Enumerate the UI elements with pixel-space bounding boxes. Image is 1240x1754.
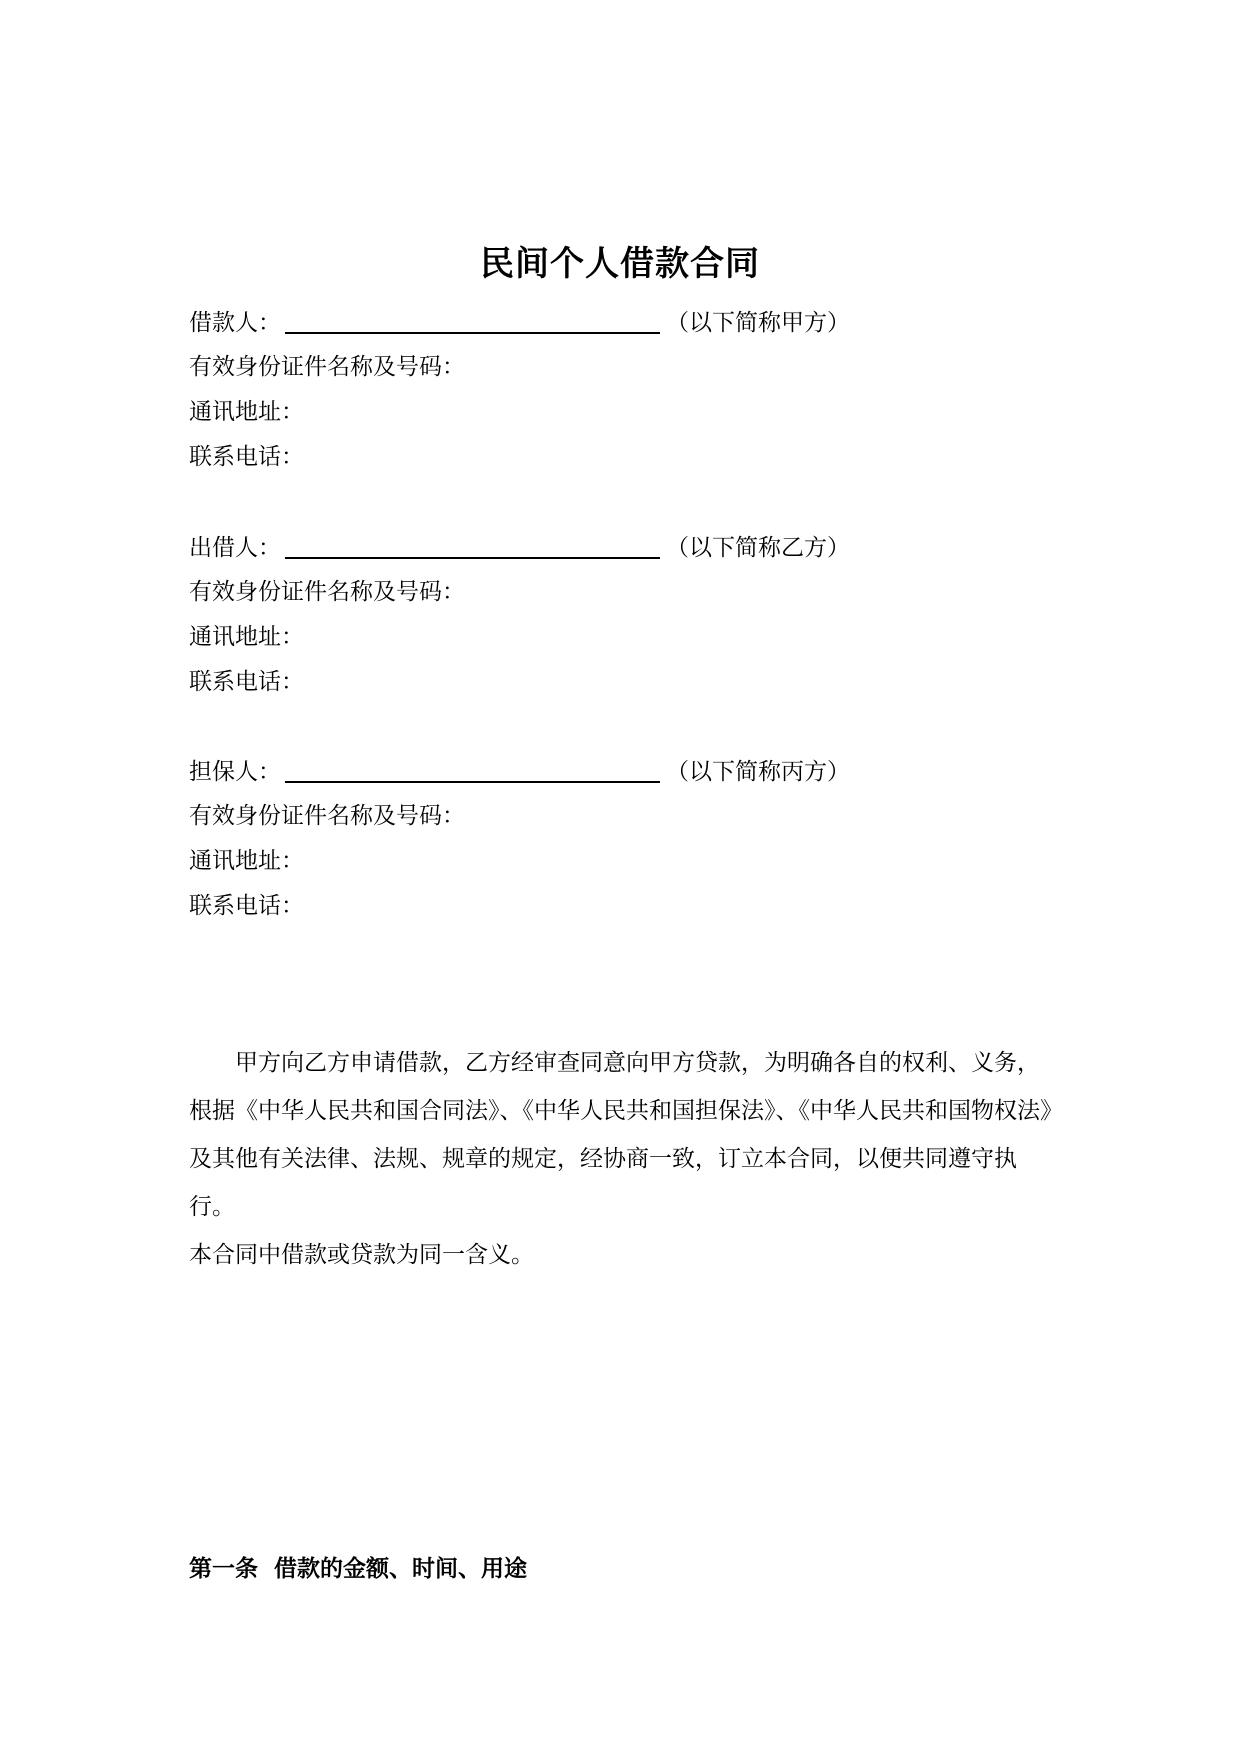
document-title: 民间个人借款合同 — [480, 244, 760, 284]
intro-paragraph: 甲方向乙方申请借款，乙方经审查同意向甲方贷款，为明确各自的权利、义务，根据《中华人民共和国合同法》、《中华人民共和国担保法》、《中华人民共和国物权法》及其他有关法律、法规、规章的规定，经协商一致，订立本合同，以便共同遵守执行。 — [189, 1050, 1052, 1220]
party-id-label: 有效身份证件名称及号码： — [189, 803, 465, 829]
party-id-label: 有效身份证件名称及号码： — [189, 354, 465, 380]
party-name-blank[interactable] — [285, 753, 660, 783]
party-address-label: 通讯地址： — [189, 624, 304, 650]
definition-note: 本合同中借款或贷款为同一含义。 — [189, 1242, 534, 1268]
party-role-label: 担保人： — [189, 759, 281, 785]
party-name-line — [189, 300, 1089, 345]
party-phone-label: 联系电话： — [189, 893, 304, 919]
party-id-label: 有效身份证件名称及号码： — [189, 579, 465, 605]
party-role-label: 借款人： — [189, 310, 281, 336]
party-role-label: 出借人： — [189, 535, 281, 561]
party-name-blank[interactable] — [285, 304, 660, 334]
party-guarantor — [189, 749, 1089, 929]
party-phone-label: 联系电话： — [189, 669, 304, 695]
party-name-line — [189, 525, 1089, 570]
party-address-label: 通讯地址： — [189, 848, 304, 874]
party-address-label: 通讯地址： — [189, 399, 304, 425]
party-name-blank[interactable] — [285, 529, 660, 559]
party-alias: （以下简称乙方） — [666, 535, 850, 561]
party-name-line — [189, 749, 1089, 794]
party-borrower — [189, 300, 1089, 480]
party-alias: （以下简称丙方） — [666, 759, 850, 785]
article-1-heading: 第一条 借款的金额、时间、用途 — [189, 1556, 528, 1582]
party-lender — [189, 525, 1089, 705]
party-alias: （以下简称甲方） — [666, 310, 850, 336]
party-phone-label: 联系电话： — [189, 444, 304, 470]
